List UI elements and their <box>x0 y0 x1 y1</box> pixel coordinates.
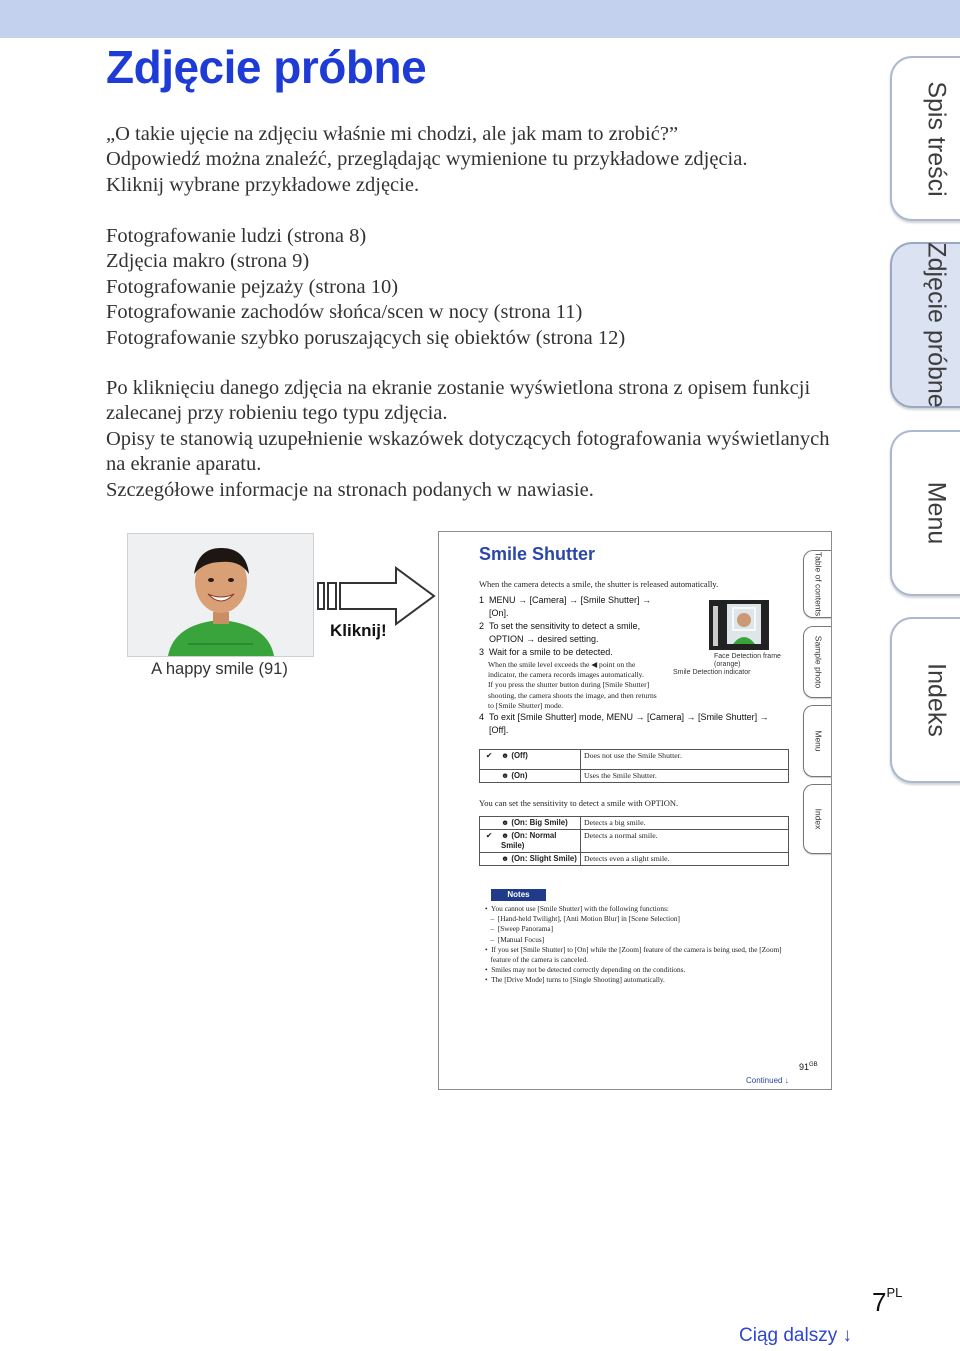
smile-shutter-table <box>479 749 789 783</box>
down-arrow-icon: ↓ <box>784 1076 789 1085</box>
smile-on-icon: ☻ <box>501 771 510 780</box>
smile-big-icon: ☻ <box>501 818 510 827</box>
check-mark <box>480 817 499 830</box>
check-mark <box>480 853 499 866</box>
link-fast-moving[interactable]: Fotografowanie szybko poruszających się obiektów (strona 12) <box>106 326 626 349</box>
sample-title: Smile Shutter <box>479 544 596 564</box>
smile-off-icon: ☻ <box>501 751 510 760</box>
page-title: Zdjęcie próbne <box>106 41 427 93</box>
tab-label: Spis treści <box>922 80 951 197</box>
sample-photo-thumbnail[interactable] <box>127 533 314 657</box>
setting-label: ☻ (On: Big Smile) <box>498 817 581 830</box>
setting-description: Detects a big smile. <box>581 817 789 830</box>
click-label: Kliknij! <box>330 621 387 640</box>
sample-continued: Continued ↓ <box>746 1076 789 1085</box>
mini-tab-menu: Menu <box>803 705 832 777</box>
tab-spis-tresci[interactable] <box>890 56 960 221</box>
top-bar <box>0 0 960 38</box>
setting-label: ☻ (On) <box>498 770 581 783</box>
tab-zdjecie-probne[interactable] <box>890 242 960 408</box>
setting-label: ☻ (On: Normal Smile) <box>498 830 581 853</box>
continue-link[interactable] <box>739 1325 852 1347</box>
smile-normal-icon: ☻ <box>501 831 510 840</box>
tab-indeks[interactable] <box>890 617 960 783</box>
check-mark: ✔ <box>480 830 499 853</box>
page-number: $7^{PL}$ <box>872 1285 903 1317</box>
check-mark: ✔ <box>480 750 499 770</box>
table-row <box>480 817 789 830</box>
tab-label: Indeks <box>922 663 951 737</box>
tab-label: Zdjęcie próbne <box>922 242 951 408</box>
annotation-face-frame: Face Detection frame (orange) <box>714 653 781 668</box>
link-people[interactable]: Fotografowanie ludzi (strona 8) <box>106 225 367 247</box>
sample-step: 4 To exit [Smile Shutter] mode, MENU → [Camera] → [Smile Shutter] → [Off]. <box>479 712 769 735</box>
sample-page-preview[interactable] <box>438 531 832 1090</box>
notes-label: Notes <box>491 889 546 901</box>
description-paragraph: Po kliknięciu danego zdjęcia na ekranie zostanie wyświetlona strona z opisem funkcji zalecanej przy robieniu tego typu zdjęcia. <box>106 377 811 425</box>
camera-screen-illustration <box>709 600 771 657</box>
link-landscape[interactable]: Fotografowanie pejzaży (strona 10) <box>106 275 399 298</box>
notes-list <box>485 904 782 986</box>
setting-label: ☻ (Off) <box>498 750 581 770</box>
table-row <box>480 830 789 853</box>
setting-description: Detects a normal smile. <box>581 830 789 853</box>
table-row <box>480 770 789 783</box>
tab-menu[interactable] <box>890 430 960 596</box>
note-item: • The [Drive Mode] turns to [Single Shooting] automatically. <box>485 975 665 985</box>
check-mark <box>480 770 499 783</box>
sample-step: 1 MENU → [Camera] → [Smile Shutter] → [On]. <box>479 595 652 618</box>
link-sunset-night[interactable]: Fotografowanie zachodów słońca/scen w nocy (strona 11) <box>106 301 583 324</box>
tab-label: Menu <box>922 481 951 545</box>
sample-page-number: $91^{GB}$ <box>799 1062 818 1072</box>
link-macro[interactable]: Zdjęcia makro (strona 9) <box>106 250 310 273</box>
intro-line: „O takie ujęcie na zdjęciu właśnie mi chodzi, ale jak mam to zrobić?” <box>106 123 679 145</box>
option-text: You can set the sensitivity to detect a smile with OPTION. <box>479 798 679 808</box>
note-item: feature of the camera is canceled. <box>485 955 589 965</box>
sample-step-detail: When the smile level exceeds the ◀ point on the indicator, the camera records images automatically. If you press the shutter button during [Smile Shutter] shooting, the camera shoots the image, and then returns to [Smile Shutter] mode. <box>488 660 657 710</box>
description-paragraph: Opisy te stanowią uzupełnienie wskazówek dotyczących fotografowania wyświetlanych na ekranie aparatu. <box>106 427 830 476</box>
description-paragraph: Szczegółowe informacje na stronach podanych w nawiasie. <box>106 478 594 501</box>
description <box>106 376 846 503</box>
category-links <box>106 224 625 351</box>
note-item: – [Sweep Panorama] <box>485 924 554 934</box>
intro-text <box>106 122 747 198</box>
setting-description: Does not use the Smile Shutter. <box>581 750 789 770</box>
note-item: – [Hand-held Twilight], [Anti Motion Blur] in [Scene Selection] <box>485 914 680 924</box>
sample-step: 3 Wait for a smile to be detected. <box>479 647 613 657</box>
sensitivity-table <box>479 816 789 866</box>
annotation-smile-indicator: Smile Detection indicator <box>673 669 751 676</box>
mini-tab-index: Index <box>803 784 832 854</box>
smiling-boy-photo <box>128 534 313 656</box>
table-row <box>480 853 789 866</box>
intro-line: Kliknij wybrane przykładowe zdjęcie. <box>106 173 420 196</box>
intro-line: Odpowiedź można znaleźć, przeglądając wymienione tu przykładowe zdjęcia. <box>106 148 748 171</box>
mini-tab-sample-photo: Sample photo <box>803 626 832 698</box>
note-item: • If you set [Smile Shutter] to [On] while the [Zoom] feature of the camera is being used, the [Zoom] <box>485 944 782 954</box>
setting-description: Uses the Smile Shutter. <box>581 770 789 783</box>
photo-caption: A happy smile (91) <box>151 660 288 678</box>
sample-lead: When the camera detects a smile, the shutter is released automatically. <box>479 579 719 589</box>
mini-tab-table-of-contents: Table of contents <box>803 550 832 618</box>
smile-slight-icon: ☻ <box>501 854 510 863</box>
continue-label: Ciąg dalszy <box>739 1325 838 1346</box>
note-item: • You cannot use [Smile Shutter] with the following functions: <box>485 904 669 913</box>
setting-label: ☻ (On: Slight Smile) <box>498 853 581 866</box>
note-item: – [Manual Focus] <box>485 934 545 944</box>
down-arrow-icon: ↓ <box>842 1325 852 1346</box>
setting-description: Detects even a slight smile. <box>581 853 789 866</box>
table-row <box>480 750 789 770</box>
note-item: • Smiles may not be detected correctly depending on the conditions. <box>485 965 686 975</box>
sample-step: 2 To set the sensitivity to detect a smile, OPTION → desired setting. <box>479 621 641 644</box>
